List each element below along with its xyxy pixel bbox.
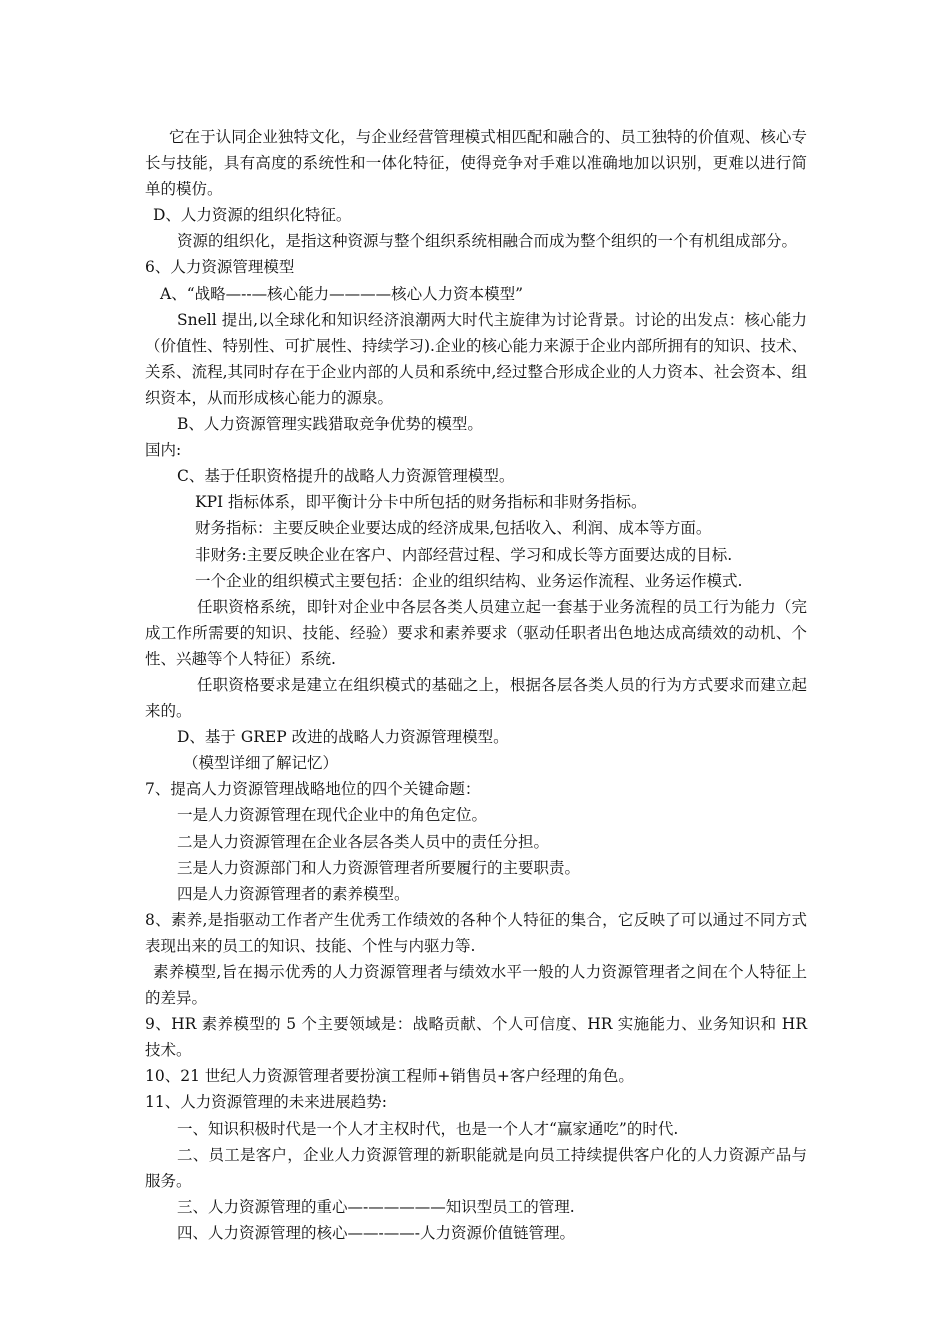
label-domestic: 国内: [145, 441, 182, 460]
paragraph-competency-model: 素养模型,旨在揭示优秀的人力资源管理者与绩效水平一般的人力资源管理者之间在个人特征上的差异。 [145, 963, 807, 1008]
list-item-trend-3: 三、人力资源管理的重心—-—————知识型员工的管理. [177, 1197, 575, 1216]
heading-d-organizational-feature: D、人力资源的组织化特征。 [153, 206, 352, 225]
paragraph-qualification-system: 任职资格系统，即针对企业中各层各类人员建立起一套基于业务流程的员工行为能力（完成工作所需要的知识、技能、经验）要求和素养要求（驱动任职者出色地达成高绩效的动机、个性、兴趣等个人特征）系统. [145, 597, 807, 668]
heading-model-b: B、人力资源管理实践猎取竞争优势的模型。 [177, 415, 483, 434]
list-item-proposition-1: 一是人力资源管理在现代企业中的角色定位。 [177, 806, 488, 825]
paragraph-section-8: 8、素养,是指驱动工作者产生优秀工作绩效的各种个人特征的集合，它反映了可以通过不同方式表现出来的员工的知识、技能、个性与内驱力等. [145, 910, 807, 955]
heading-model-c: C、基于任职资格提升的战略人力资源管理模型。 [177, 467, 515, 486]
paragraph-organization-definition: 资源的组织化，是指这种资源与整个组织系统相融合而成为整个组织的一个有机组成部分。 [177, 232, 798, 251]
heading-model-a: A、“战略—--—核心能力————核心人力资本模型” [160, 284, 524, 303]
heading-section-11: 11、人力资源管理的未来进展趋势: [145, 1093, 387, 1112]
list-item-proposition-3: 三是人力资源部门和人力资源管理者所要履行的主要职责。 [177, 858, 581, 877]
line-financial: 财务指标：主要反映企业要达成的经济成果,包括收入、利润、成本等方面。 [195, 519, 712, 538]
paragraph-qualification-requirement: 任职资格要求是建立在组织模式的基础之上，根据各层各类人员的行为方式要求而建立起来的。 [145, 675, 807, 721]
heading-section-7: 7、提高人力资源管理战略地位的四个关键命题： [145, 780, 481, 799]
note-model-detail: （模型详细了解记忆） [183, 754, 339, 773]
line-non-financial: 非财务:主要反映企业在客户、内部经营过程、学习和成长等方面要达成的目标. [195, 545, 733, 564]
line-kpi: KPI 指标体系，即平衡计分卡中所包括的财务指标和非财务指标。 [195, 493, 647, 512]
heading-section-6: 6、人力资源管理模型 [145, 258, 295, 277]
list-item-trend-1: 一、知识积极时代是一个人才主权时代，也是一个人才“赢家通吃”的时代. [177, 1119, 679, 1138]
paragraph-snell: Snell 提出,以全球化和知识经济浪潮两大时代主旋律为讨论背景。讨论的出发点：核心能力（价值性、特别性、可扩展性、持续学习).企业的核心能力来源于企业内部所拥有的知识、技术、关系、流程,其同时存在于企业内部的人员和系统中,经过整合形成企业的人力资本、社会资本、组织资本，从而形成核心能力的源泉。 [145, 310, 807, 407]
paragraph-core-competence-intro: 它在于认同企业独特文化，与企业经营管理模式相匹配和融合的、员工独特的价值观、核心专长与技能，具有高度的系统性和一体化特征，使得竞争对手难以准确地加以识别，更难以进行简单的模仿。 [145, 128, 807, 199]
list-item-proposition-2: 二是人力资源管理在企业各层各类人员中的责任分担。 [177, 832, 550, 851]
list-item-trend-4: 四、人力资源管理的核心——-——-人力资源价值链管理。 [177, 1223, 575, 1242]
list-item-proposition-4: 四是人力资源管理者的素养模型。 [177, 884, 410, 903]
paragraph-section-9: 9、HR 素养模型的 5 个主要领域是：战略贡献、个人可信度、HR 实施能力、业务知识和 HR 技术。 [145, 1015, 807, 1060]
list-item-trend-2: 二、员工是客户，企业人力资源管理的新职能就是向员工持续提供客户化的人力资源产品与服务。 [145, 1145, 807, 1190]
line-section-10: 10、21 世纪人力资源管理者要扮演工程师+销售员+客户经理的角色。 [145, 1067, 634, 1086]
line-organization-mode: 一个企业的组织模式主要包括：企业的组织结构、业务运作流程、业务运作模式. [195, 571, 743, 590]
heading-model-d: D、基于 GREP 改进的战略人力资源管理模型。 [177, 728, 509, 747]
document-body [145, 124, 807, 1246]
